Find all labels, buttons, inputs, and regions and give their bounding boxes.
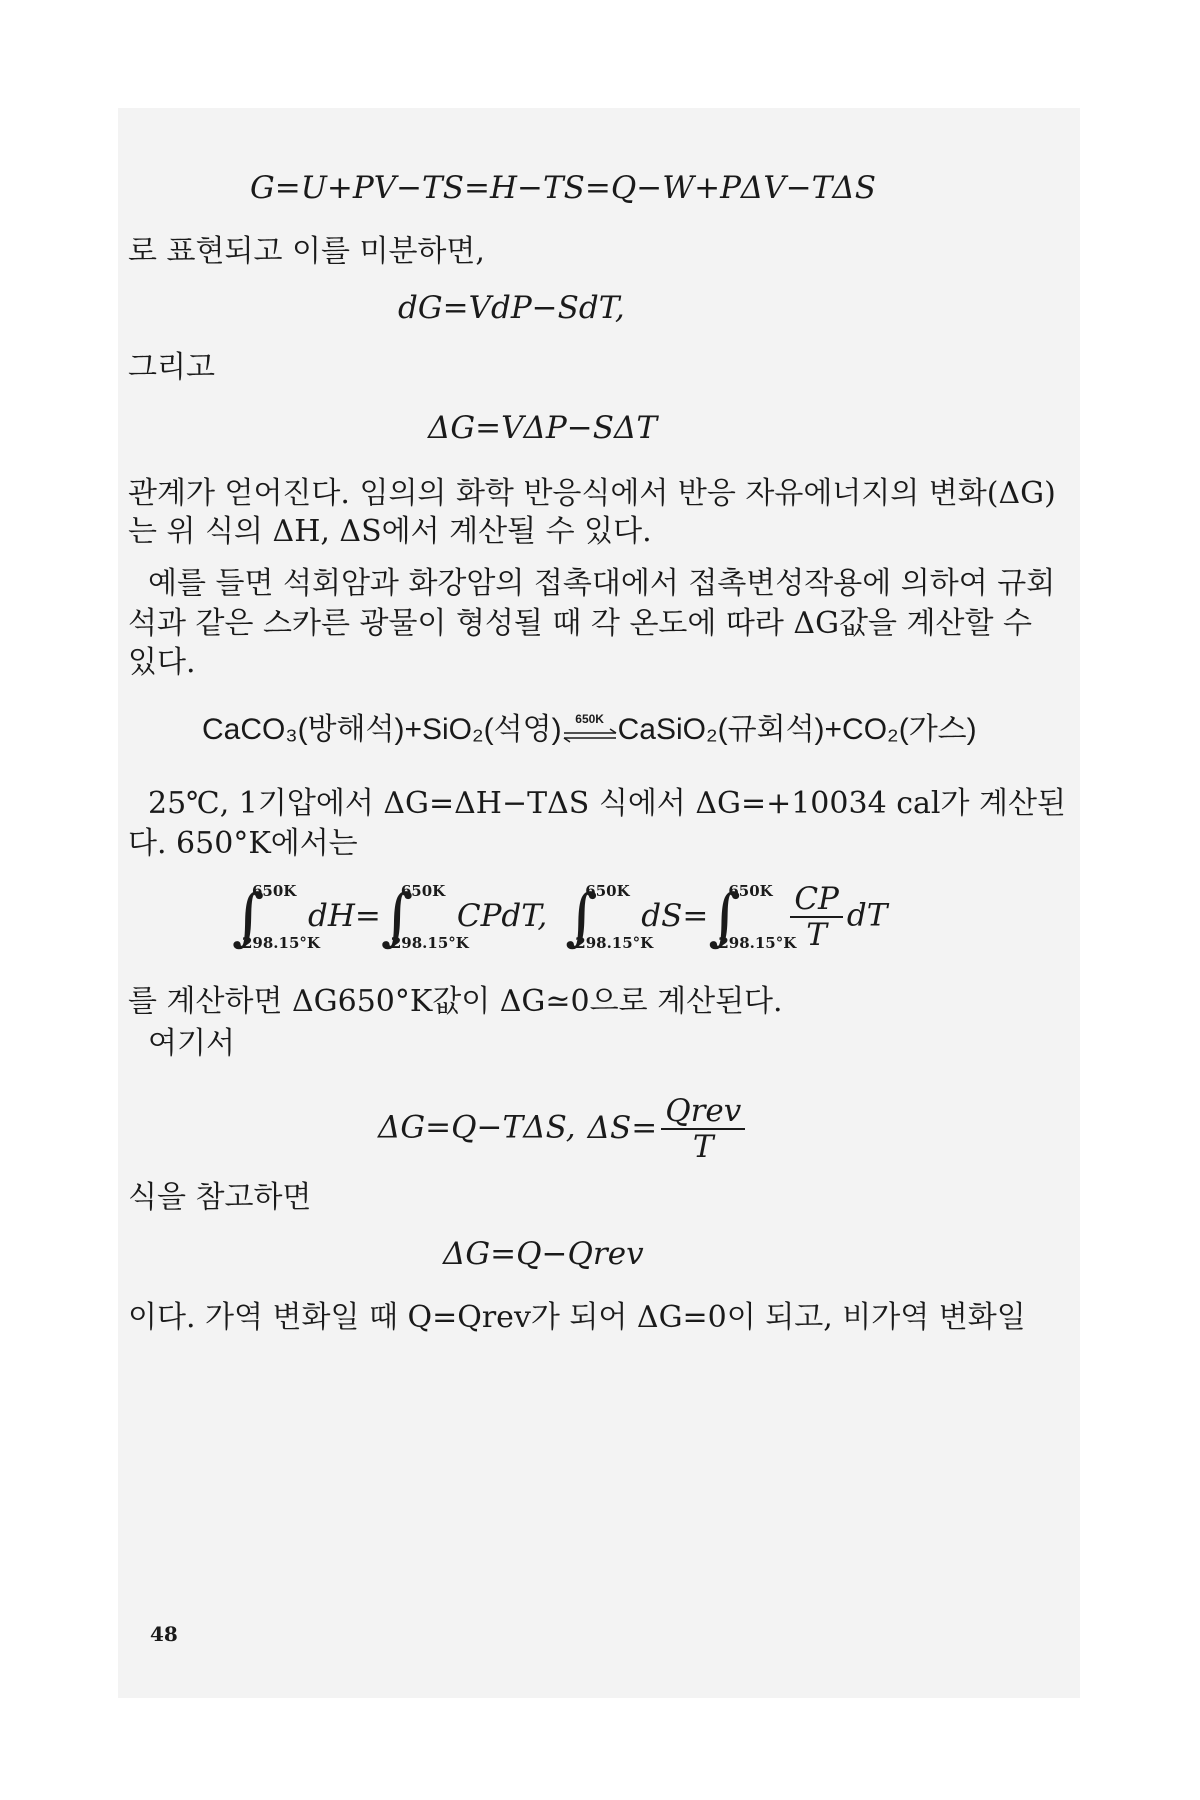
fraction-denominator: T (806, 917, 827, 954)
reaction-equation (202, 712, 977, 748)
paragraph-3-line-1: 25℃, 1기압에서 ΔG=ΔH−TΔS 식에서 ΔG=+10034 cal가 계산된 (148, 786, 1066, 821)
integral-4 (708, 880, 797, 954)
paragraph-1-line-2: 는 위 식의 ΔH, ΔS에서 계산될 수 있다. (128, 514, 652, 549)
text-and-line: 그리고 (128, 350, 215, 385)
text-reversible-change: 이다. 가역 변화일 때 Q=Qrev가 되어 ΔG=0이 되고, 비가역 변화일 (128, 1300, 1026, 1335)
integral-sign-icon: ∫ (565, 880, 598, 954)
differential-equation: dG=VdP−SdT, (398, 290, 625, 326)
cp-over-t-fraction (790, 882, 843, 952)
integral-lower-limit: 298.15°K (575, 934, 654, 953)
integral-upper-limit: 650K (728, 882, 773, 901)
integral-sign-icon: ∫ (380, 880, 414, 954)
cp-dt-term: CPdT, (456, 897, 548, 934)
eq4-left: ΔG=Q−TΔS, (378, 1109, 576, 1146)
integral-lower-limit: 298.15°K (718, 934, 797, 953)
integral-lower-limit: 298.15°K (242, 934, 320, 953)
ds-term: dS= (641, 897, 709, 934)
integral-sign-icon: ∫ (232, 880, 265, 954)
paragraph-3-line-2: 다. 650°K에서는 (128, 826, 358, 861)
integral-3 (565, 880, 654, 954)
integral-equations (232, 882, 887, 952)
integral-2 (380, 880, 469, 954)
delta-g-equation: ΔG=VΔP−SΔT (428, 410, 658, 446)
text-here: 여기서 (148, 1026, 235, 1061)
reaction-right: CaSiO₂(규회석)+CO₂(가스) (617, 713, 977, 746)
reaction-left: CaCO₃(방해석)+SiO₂(석영) (202, 713, 562, 746)
integral-upper-limit: 650K (585, 882, 630, 901)
gibbs-definition-equation: G=U+PV−TS=H−TS=Q−W+PΔV−TΔS (250, 170, 876, 206)
fraction-numerator: Qrev (661, 1094, 745, 1130)
arrow-label: 650K (575, 712, 604, 727)
heat-entropy-equation (378, 1093, 749, 1166)
paragraph-2-line-3: 있다. (128, 645, 196, 680)
fraction-denominator: T (692, 1129, 714, 1166)
dh-term: dH= (308, 897, 381, 934)
eq4-ds: ΔS= (587, 1109, 658, 1146)
integral-upper-limit: 650K (400, 882, 446, 901)
paragraph-1-line-1: 관계가 얻어진다. 임의의 화학 반응식에서 반응 자유에너지의 변화(ΔG) (128, 476, 1056, 511)
integral-upper-limit: 650K (252, 882, 297, 901)
delta-g-qrev-equation: ΔG=Q−Qrev (443, 1236, 644, 1272)
text-expression-line: 로 표현되고 이를 미분하면, (128, 234, 485, 269)
integral-lower-limit: 298.15°K (390, 934, 469, 953)
dt-term: dT (846, 897, 888, 934)
paragraph-2-line-1: 예를 들면 석회암과 화강암의 접촉대에서 접촉변성작용에 의하여 규회 (148, 566, 1056, 601)
paragraph-2-line-2: 석과 같은 스카른 광물이 형성될 때 각 온도에 따라 ΔG값을 계산할 수 (128, 606, 1033, 641)
page-number: 48 (150, 1622, 178, 1646)
integral-sign-icon: ∫ (708, 880, 741, 954)
text-referring: 식을 참고하면 (128, 1180, 312, 1215)
text-calculation-result: 를 계산하면 ΔG650°K값이 ΔG≃0으로 계산된다. (128, 984, 783, 1019)
equilibrium-arrow-icon (562, 712, 618, 746)
qrev-over-t-fraction (661, 1094, 745, 1164)
integral-1 (232, 880, 320, 954)
fraction-numerator: CP (790, 882, 843, 918)
